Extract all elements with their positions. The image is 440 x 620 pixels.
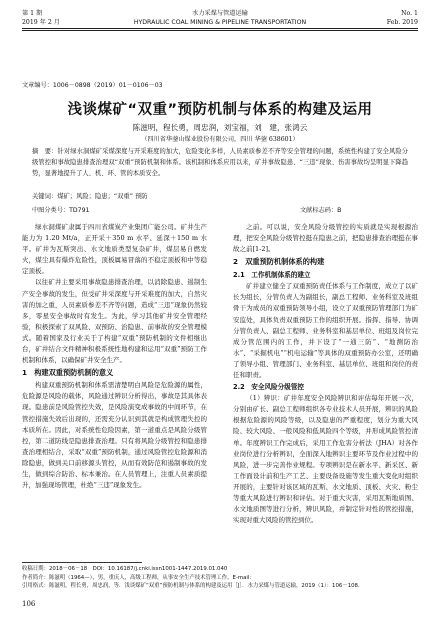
- paragraph: （1）辨识：矿井年度安全风险辨识和评估每年开展一次，分别由矿长、副总工程师组织各专业技术人员开展，辨识的风险根据危险源的风险等级，以及隐患的严重程度，划分为重大风险、较大风险、一般风险和低风险四个等级，并形成风险管控清单。年度辨识工作完成后，采用工作危害分析法（JHA）对各作业岗位进行分析辨识，全面深入地辨识主要环节及作业过程中的风险，进一步完善作业规程。专项辨识是在新水平、新采区、新工作面设计前和生产工艺、主要设备设施等发生重大变化时组织开展的，主要针对该区域的瓦斯、水文地质、顶板、火灾、粉尘等重大风险进行辨识和评估。对于重大灾害，采用瓦斯地质图、水文地质图等进行分析，辨识风险，并制定针对性的管控措施，实现对重大风险的管控到位。: [233, 394, 418, 525]
- section-heading-2: 2 双重预防机制体系的构建: [233, 257, 325, 267]
- section-heading-1: 1 构建双重预防机制的意义: [22, 368, 114, 378]
- footnote-bio: 作者简介：陈滋明（1964—），男，重庆人，高级工程师，从事安全生产技术管理工作。E-mail：: [22, 574, 255, 581]
- right-column: [233, 222, 418, 526]
- article-title: 浅谈煤矿“双重”预防机制与体系的构建及运用: [67, 102, 373, 118]
- subsection-heading-2-1: 2.1 工作机制体系的建立: [233, 271, 311, 280]
- paragraph: 绿水洞煤矿隶属于四川省煤炭产业集团广能公司。矿井生产能力为 1.20 Mt/a，正开采＋350 m 水平、延深＋150 m 水平。矿井为瓦斯突出、水文地质类型复杂矿井，煤层易自燃发火，煤尘具有爆炸危险性，顶板属易冒落的不稳定顶板和中等稳定顶板。: [22, 223, 207, 276]
- page-number: 106: [22, 600, 36, 608]
- clc-number: 中图分类号：TD791: [32, 207, 90, 214]
- footnote-citation: 引用格式：陈滋明，程长勇，周忠润，等．浅谈煤矿“双重”预防机制与体系的构建及运用［J］．水力采煤与管道运输，2019（1）：106－108．: [22, 583, 364, 590]
- header-issue-en: No. 1: [401, 10, 418, 17]
- article-affiliation: （四川省华蓥山煤业股份有限公司，四川 华蓥 638601）: [141, 136, 299, 143]
- header-rule-bottom: [22, 30, 418, 31]
- paragraph: 以往矿井主要采用事故隐患排查治理，以消除隐患、遏制生产安全事故的发生，但受矿井采深度与开采难度的加大，自然灾害的加之重，人员素质参差不齐等问题，造成“三违”现象仍然较多，零星安全事故时有发生。为此，学习其他矿井安全管理经验，积极探索了双风险、双预防、治隐患、前事故的安全管理模式。随着国家及行业关于了构建“双重”预防机制的文件相继出台，矿井结合文件精神积极系统性地构建和运用“双重”预防工作机制和体系，以确保矿井安全生产。: [22, 278, 207, 365]
- article-keywords: 关键词：煤矿；风险；隐患；“双重” 预防: [32, 193, 148, 200]
- article-number: 文章编号：1006－0898（2019）01－0106－03: [22, 82, 163, 89]
- footnote-received: 收稿日期：2018－06－18 DOI：10.16187/j.cnki.issn1001-1447.2019.01.040: [22, 566, 228, 572]
- footnote-rule: [22, 562, 142, 563]
- header-rule-top: [22, 28, 418, 29]
- header-date-en: Feb. 2019: [386, 19, 418, 26]
- footnote: [22, 565, 418, 591]
- paragraph: 之前。可以说，安全风险分级管控的实质就是实现根源治理，把安全风险分级管控挺在隐患之前，把隐患排查治理挺在事故之前[1-2]。: [233, 223, 418, 254]
- article-authors: 陈滋明，程长勇，周忠润，刘宝福，刘 建，张鸿云: [132, 123, 308, 132]
- header-journal-cn: 水力采煤与管道运输: [192, 10, 248, 17]
- header-date-cn: 2019 年 2 月: [22, 19, 60, 26]
- paragraph: 构建双重预防机制和体系需清楚明白风险是危险源的属性，危险源是风险的载体，风险通过辨识分析得出，事故是其具体表现。隐患前是风险管控失效，是风险演变成事故的中间环节，在管控措施失效后出现的，还需充分认识到其就是构成管理失控的本质所在。因此，对系统性危险因素，第一道重点是风险分级管控，第二道防线是隐患排查治理。只有将风险分级管控和隐患排查治理相结合，采取“双重”预防机制，通过风险管控危险源和消除隐患，做到关口前移源头管控，从而有效防范和遏制事故的发生，做到综合防治、标本兼治。在人员管理上，注重人员素质提升，加强现场管理，杜绝“三违”现象发生。: [22, 381, 207, 490]
- header-journal-en: HYDRAULIC COAL MINING & PIPELINE TRANSPORTATION: [133, 19, 307, 26]
- article-abstract: 摘 要：针对绿水洞煤矿采煤深度与开采难度的加大，危险变化多样，人员素质参差不齐等安全管理的问题，系统性构建了安全风险分级管控和事故隐患排查治理双“双重”预防机制和体系。该机制和体系应用以来，矿井事故隐患、“三违”现象、伤害事故均呈明显下降趋势，显著地提升了人、机、环、管的本质安全。: [32, 148, 408, 177]
- left-column: [22, 222, 207, 491]
- paragraph: 矿井建立健全了双重预防责任体系与工作制度，成立了以矿长为组长，分管负责人为副组长，副总工程师、业务科室及班组骨干为成员的双重预防领导小组，设立了双重预防管理部门为矿安监处，具体负责双重预防工作的组织开展。指挥、指导、协调分管负责人、副总工程师、业务科室和基层单位、班组及岗位完成分管范围内的工作，并下设了“一通三防”、“地测防治水”、“采掘机电”“机电运输”等具体的双重预防办公室，还明确了领导小组、管理部门、业务科室、基层单位、班组和岗位的责任和职责。: [233, 282, 418, 380]
- header-issue-cn: 第 1 期: [22, 10, 43, 17]
- document-code: 文献标志码：B: [300, 207, 342, 214]
- subsection-heading-2-2: 2.2 安全风险分级管控: [233, 383, 305, 392]
